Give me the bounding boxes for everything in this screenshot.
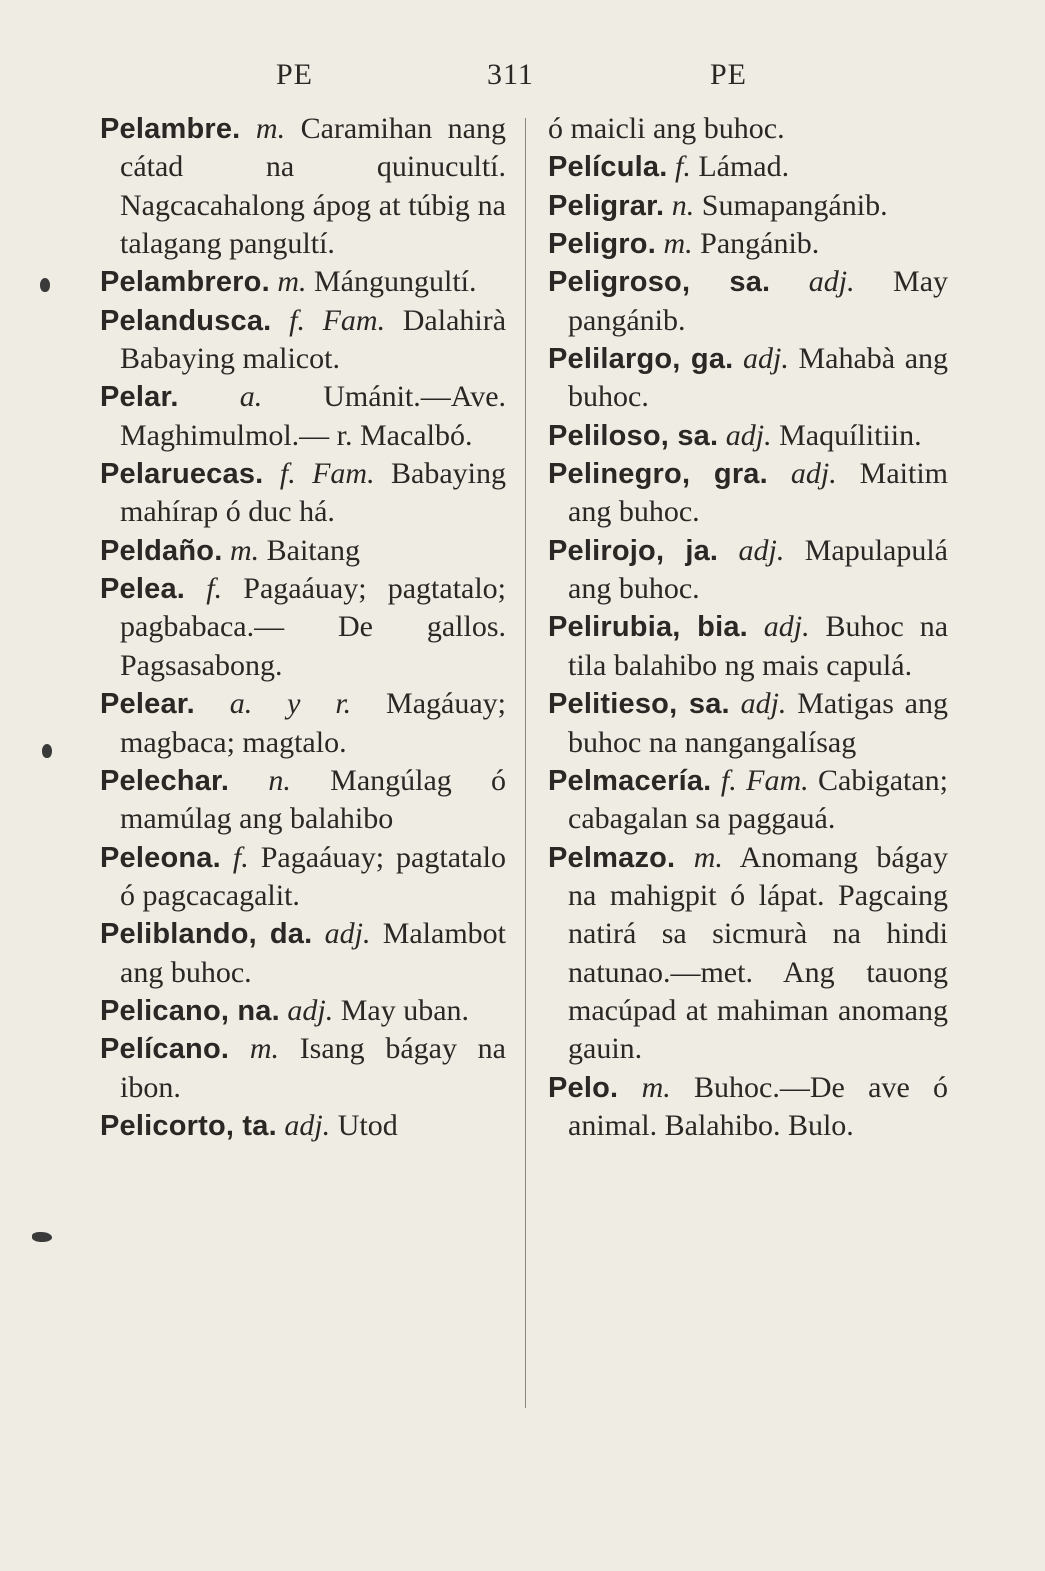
dictionary-entry bbox=[100, 685, 506, 762]
entry-headword: Pelo. bbox=[548, 1071, 619, 1104]
entry-definition: Utod bbox=[337, 1108, 398, 1142]
entry-definition: Anomang bágay na mahigpit ó lápat. Pagcaing natirá sa sicmurà na hindi natunao.—met. Ang tauong macúpad at mahiman anomang gauin. bbox=[568, 840, 948, 1066]
entry-definition: Mangúlag ó mamúlag ang balahibo bbox=[120, 763, 507, 836]
entry-definition: Sumapangánib. bbox=[701, 188, 888, 222]
entry-grammar: n. bbox=[671, 188, 695, 222]
entry-grammar: m. bbox=[663, 227, 693, 261]
entry-headword: Pelinegro, gra. bbox=[548, 458, 768, 491]
entry-definition: Buhoc na tila balahibo ng mais capulá. bbox=[568, 610, 949, 682]
entry-grammar: adj. bbox=[287, 993, 334, 1027]
entry-definition: Buhoc.—De ave ó animal. Balahibo. Bulo. bbox=[568, 1070, 949, 1142]
entry-headword: Pelar. bbox=[100, 381, 179, 414]
entry-grammar: adj. bbox=[725, 418, 772, 452]
entry-definition: Magáuay; magbaca; magtalo. bbox=[120, 687, 507, 759]
entry-headword: Pelaruecas. bbox=[100, 458, 264, 491]
entry-headword: Pelicorto, ta. bbox=[100, 1109, 277, 1142]
dictionary-entry bbox=[100, 1107, 506, 1145]
dictionary-entry bbox=[548, 417, 948, 455]
entry-grammar: m. bbox=[229, 533, 260, 567]
entry-headword: Pelandusca. bbox=[100, 304, 272, 337]
dictionary-entry bbox=[100, 1030, 506, 1107]
entry-headword: Pelirubia, bia. bbox=[548, 611, 748, 644]
dictionary-entry bbox=[100, 570, 506, 685]
entry-definition: Matigas ang buhoc na nangangalísag bbox=[568, 687, 948, 759]
entry-grammar: adj. bbox=[740, 687, 787, 721]
entry-definition: ó maicli ang buhoc. bbox=[548, 112, 785, 145]
entry-definition: Isang bágay na ibon. bbox=[120, 1032, 506, 1104]
dictionary-entry bbox=[100, 915, 506, 992]
entry-headword: Peligro. bbox=[548, 228, 656, 261]
dictionary-entry bbox=[100, 839, 506, 916]
header-right-guide: PE bbox=[710, 58, 748, 91]
entry-headword: Peligrar. bbox=[548, 189, 665, 222]
entry-definition: May pangánib. bbox=[568, 265, 949, 337]
entry-definition: Dalahirà Babaying malicot. bbox=[120, 303, 507, 376]
entry-definition: Lámad. bbox=[698, 150, 790, 184]
entry-definition: May uban. bbox=[340, 993, 470, 1027]
dictionary-entry bbox=[548, 263, 948, 340]
left-column bbox=[100, 110, 506, 1145]
entry-headword: Pelmacería. bbox=[548, 764, 712, 797]
entry-headword: Pelmazo. bbox=[548, 841, 676, 874]
dictionary-entry bbox=[100, 455, 506, 532]
entry-definition: Pagaáuay; pagtatalo ó pagcacagalit. bbox=[120, 840, 506, 912]
dictionary-entry bbox=[548, 340, 948, 417]
column-divider bbox=[525, 118, 526, 1408]
dictionary-entry bbox=[100, 302, 506, 379]
entry-headword: Pelambre. bbox=[100, 113, 241, 145]
entry-grammar: adj. bbox=[790, 457, 837, 491]
entry-grammar: m. bbox=[249, 1032, 279, 1066]
entry-grammar: adj. bbox=[743, 342, 789, 376]
dictionary-entry bbox=[548, 608, 948, 685]
dictionary-entry bbox=[548, 187, 948, 225]
dictionary-entry bbox=[548, 685, 948, 762]
entry-definition: Umánit.—Ave. Maghimulmol.— r. Macalbó. bbox=[120, 380, 507, 452]
entry-grammar: f. bbox=[674, 150, 691, 184]
entry-grammar: adj. bbox=[284, 1108, 331, 1142]
dictionary-entry bbox=[548, 455, 948, 532]
dictionary-entry bbox=[548, 839, 948, 1069]
ink-blot-icon bbox=[32, 1232, 52, 1242]
entry-headword: Peliblando, da. bbox=[100, 918, 313, 951]
entry-definition: Pagaáuay; pagtatalo; pagbabaca.— De gallos. Pagsasabong. bbox=[120, 572, 507, 682]
page-number: 311 bbox=[487, 58, 534, 91]
entry-headword: Peliloso, sa. bbox=[548, 419, 719, 452]
entry-definition: Mángungultí. bbox=[314, 265, 477, 299]
dictionary-entry bbox=[548, 225, 948, 263]
entry-definition: Maitim ang buhoc. bbox=[568, 457, 948, 529]
dictionary-entry bbox=[548, 1069, 948, 1146]
entry-headword: Pelitieso, sa. bbox=[548, 688, 730, 721]
dictionary-entry bbox=[100, 263, 506, 301]
entry-grammar: m. bbox=[693, 840, 723, 874]
entry-headword: Pelicano, na. bbox=[100, 994, 280, 1027]
entry-headword: Pelechar. bbox=[100, 764, 230, 797]
ink-blot-icon bbox=[40, 278, 50, 292]
dictionary-entry-continuation bbox=[548, 110, 948, 148]
entry-definition: Mahabà ang buhoc. bbox=[568, 342, 949, 414]
entry-grammar: f. Fam. bbox=[289, 303, 386, 337]
dictionary-entry bbox=[548, 148, 948, 186]
entry-grammar: f. Fam. bbox=[279, 457, 375, 491]
entry-grammar: f. Fam. bbox=[720, 763, 809, 797]
entry-headword: Pelilargo, ga. bbox=[548, 343, 734, 376]
entry-definition: Babaying mahírap ó duc há. bbox=[120, 457, 507, 529]
entry-grammar: adj. bbox=[808, 265, 855, 299]
ink-blot-icon bbox=[42, 744, 52, 758]
dictionary-entry bbox=[100, 762, 506, 839]
entry-definition: Mapulapulá ang buhoc. bbox=[568, 533, 948, 606]
entry-headword: Pelirojo, ja. bbox=[548, 534, 719, 567]
entry-definition: Malambot ang buhoc. bbox=[120, 917, 506, 989]
entry-grammar: adj. bbox=[738, 533, 785, 567]
entry-headword: Pelear. bbox=[100, 688, 195, 721]
entry-headword: Peligroso, sa. bbox=[548, 266, 771, 299]
dictionary-entry bbox=[548, 762, 948, 839]
entry-definition: Pangánib. bbox=[700, 227, 820, 261]
entry-grammar: adj. bbox=[324, 917, 371, 951]
entry-grammar: m. bbox=[641, 1070, 671, 1104]
right-column bbox=[548, 110, 948, 1145]
page-header bbox=[0, 58, 1045, 102]
entry-headword: Peldaño. bbox=[100, 534, 223, 567]
entry-grammar: a. bbox=[239, 380, 263, 414]
dictionary-entry bbox=[100, 532, 506, 570]
entry-grammar: m. bbox=[277, 265, 307, 299]
entry-headword: Pelea. bbox=[100, 573, 186, 606]
entry-grammar: f. bbox=[206, 572, 223, 606]
dictionary-entry bbox=[100, 378, 506, 455]
entry-definition: Caramihan nang cátad na quinucultí. Nagcacahalong ápog at túbig na talagang pangultí. bbox=[120, 112, 506, 261]
entry-definition: Maquílitiin. bbox=[779, 418, 922, 452]
entry-grammar: a. y r. bbox=[229, 687, 352, 721]
entry-headword: Pelícano. bbox=[100, 1033, 230, 1066]
dictionary-entry bbox=[548, 532, 948, 609]
entry-headword: Película. bbox=[548, 151, 668, 184]
dictionary-entry bbox=[100, 110, 506, 263]
entry-grammar: m. bbox=[255, 112, 286, 145]
entry-headword: Pelambrero. bbox=[100, 266, 270, 299]
entry-grammar: adj. bbox=[763, 610, 810, 644]
entry-grammar: n. bbox=[268, 763, 291, 797]
entry-headword: Peleona. bbox=[100, 841, 221, 874]
entry-definition: Baitang bbox=[266, 533, 360, 567]
entry-definition: Cabigatan; cabagalan sa paggauá. bbox=[568, 763, 948, 836]
dictionary-entry bbox=[100, 992, 506, 1030]
entry-grammar: f. bbox=[232, 840, 249, 874]
header-left-guide: PE bbox=[276, 58, 314, 91]
